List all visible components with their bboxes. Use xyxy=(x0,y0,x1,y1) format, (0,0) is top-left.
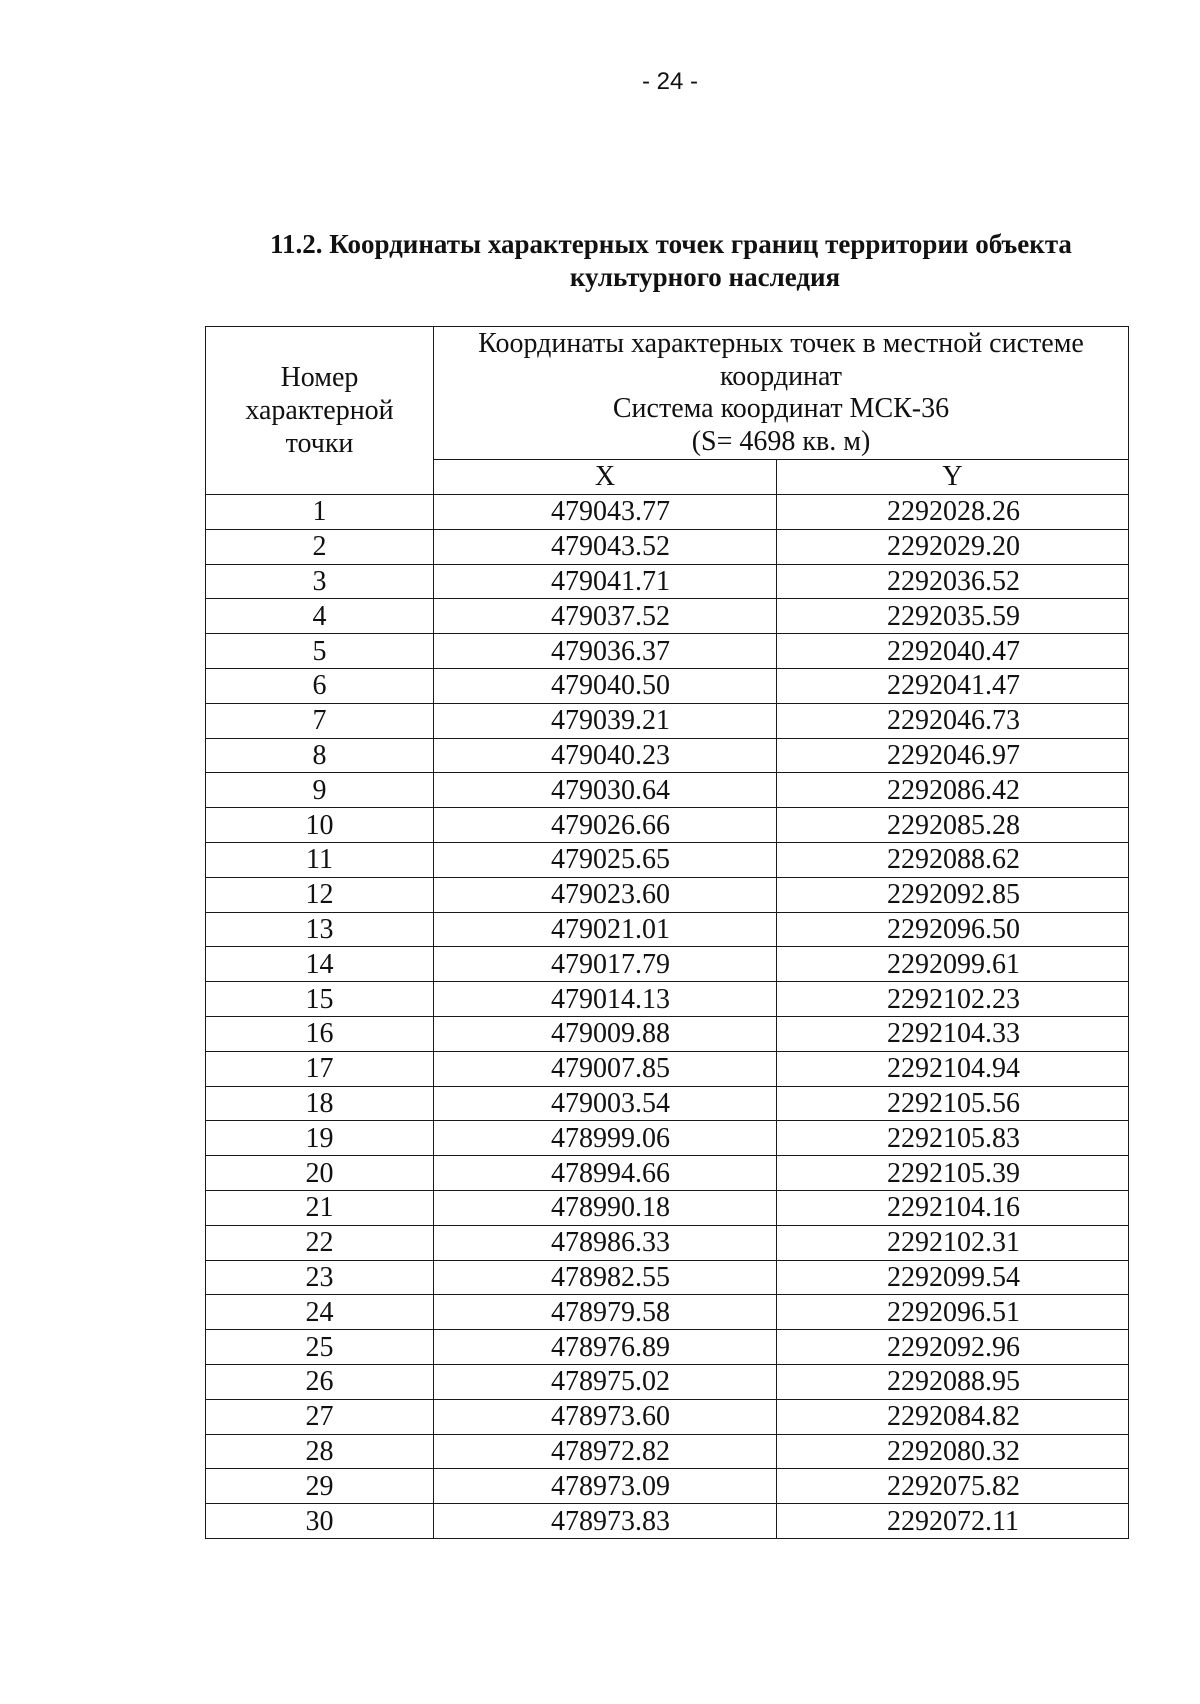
header-point-line: характерной xyxy=(245,395,394,426)
y-coordinate-cell: 2292099.54 xyxy=(777,1260,1129,1295)
point-number-cell: 24 xyxy=(206,1295,434,1330)
header-point-line: точки xyxy=(285,428,354,459)
y-coordinate-cell: 2292080.32 xyxy=(777,1434,1129,1469)
x-coordinate-cell: 478986.33 xyxy=(434,1225,777,1260)
table-row xyxy=(206,808,1129,843)
table-row xyxy=(206,1504,1129,1539)
table-row xyxy=(206,703,1129,738)
point-number-cell: 25 xyxy=(206,1330,434,1365)
x-coordinate-cell: 478979.58 xyxy=(434,1295,777,1330)
table-row xyxy=(206,599,1129,634)
point-number-cell: 14 xyxy=(206,947,434,982)
point-number-cell: 7 xyxy=(206,703,434,738)
y-coordinate-cell: 2292104.16 xyxy=(777,1190,1129,1225)
point-number-cell: 9 xyxy=(206,773,434,808)
point-number-cell: 1 xyxy=(206,495,434,530)
x-coordinate-cell: 478994.66 xyxy=(434,1156,777,1191)
table-row xyxy=(206,877,1129,912)
table-row xyxy=(206,634,1129,669)
x-coordinate-cell: 479043.52 xyxy=(434,529,777,564)
x-coordinate-cell: 478972.82 xyxy=(434,1434,777,1469)
table-row xyxy=(206,495,1129,530)
y-coordinate-cell: 2292085.28 xyxy=(777,808,1129,843)
x-coordinate-cell: 478973.60 xyxy=(434,1399,777,1434)
y-coordinate-cell: 2292104.94 xyxy=(777,1051,1129,1086)
point-number-cell: 19 xyxy=(206,1121,434,1156)
header-coords-line: Система координат МСК-36 xyxy=(612,393,950,424)
point-number-cell: 5 xyxy=(206,634,434,669)
table-row xyxy=(206,982,1129,1017)
table-row xyxy=(206,1121,1129,1156)
x-coordinate-cell: 479040.50 xyxy=(434,668,777,703)
x-coordinate-cell: 478999.06 xyxy=(434,1121,777,1156)
table-row xyxy=(206,1399,1129,1434)
header-y: Y xyxy=(777,460,1129,495)
table-row xyxy=(206,1330,1129,1365)
x-coordinate-cell: 479043.77 xyxy=(434,495,777,530)
point-number-cell: 26 xyxy=(206,1364,434,1399)
table-row xyxy=(206,1469,1129,1504)
header-coords-line: Координаты характерных точек в местной системе xyxy=(478,328,1084,359)
header-coords-line: координат xyxy=(720,360,842,392)
x-coordinate-cell: 479023.60 xyxy=(434,877,777,912)
table-row xyxy=(206,947,1129,982)
table-row xyxy=(206,1190,1129,1225)
section-title-line-1: 11.2. Координаты характерных точек границ территории объекта xyxy=(270,229,1072,259)
x-coordinate-cell: 478982.55 xyxy=(434,1260,777,1295)
x-coordinate-cell: 479007.85 xyxy=(434,1051,777,1086)
table-row xyxy=(206,1156,1129,1191)
table-row xyxy=(206,1086,1129,1121)
y-coordinate-cell: 2292040.47 xyxy=(777,634,1129,669)
point-number-cell: 28 xyxy=(206,1434,434,1469)
header-point-number xyxy=(206,327,434,495)
point-number-cell: 4 xyxy=(206,599,434,634)
table-row xyxy=(206,1295,1129,1330)
x-coordinate-cell: 479030.64 xyxy=(434,773,777,808)
y-coordinate-cell: 2292028.26 xyxy=(777,495,1129,530)
y-coordinate-cell: 2292046.73 xyxy=(777,703,1129,738)
point-number-cell: 17 xyxy=(206,1051,434,1086)
point-number-cell: 29 xyxy=(206,1469,434,1504)
y-coordinate-cell: 2292072.11 xyxy=(777,1504,1129,1539)
point-number-cell: 11 xyxy=(206,842,434,877)
y-coordinate-cell: 2292096.50 xyxy=(777,912,1129,947)
y-coordinate-cell: 2292092.96 xyxy=(777,1330,1129,1365)
point-number-cell: 3 xyxy=(206,564,434,599)
section-title-line-2: культурного наследия xyxy=(569,262,841,292)
x-coordinate-cell: 479026.66 xyxy=(434,808,777,843)
table-row xyxy=(206,842,1129,877)
y-coordinate-cell: 2292036.52 xyxy=(777,564,1129,599)
table-row xyxy=(206,564,1129,599)
x-coordinate-cell: 479041.71 xyxy=(434,564,777,599)
point-number-cell: 21 xyxy=(206,1190,434,1225)
table-row xyxy=(206,1260,1129,1295)
table-row xyxy=(206,738,1129,773)
table-row xyxy=(206,1434,1129,1469)
y-coordinate-cell: 2292088.62 xyxy=(777,842,1129,877)
point-number-cell: 13 xyxy=(206,912,434,947)
point-number-cell: 16 xyxy=(206,1016,434,1051)
y-coordinate-cell: 2292105.56 xyxy=(777,1086,1129,1121)
y-coordinate-cell: 2292041.47 xyxy=(777,668,1129,703)
point-number-cell: 20 xyxy=(206,1156,434,1191)
x-coordinate-cell: 479025.65 xyxy=(434,842,777,877)
table-row xyxy=(206,1225,1129,1260)
point-number-cell: 12 xyxy=(206,877,434,912)
x-coordinate-cell: 479021.01 xyxy=(434,912,777,947)
header-coordinates xyxy=(434,327,1129,460)
x-coordinate-cell: 479014.13 xyxy=(434,982,777,1017)
x-coordinate-cell: 479009.88 xyxy=(434,1016,777,1051)
point-number-cell: 23 xyxy=(206,1260,434,1295)
coordinates-table-body xyxy=(206,495,1129,1539)
y-coordinate-cell: 2292046.97 xyxy=(777,738,1129,773)
page-number: - 24 - xyxy=(641,68,698,95)
x-coordinate-cell: 478973.09 xyxy=(434,1469,777,1504)
y-coordinate-cell: 2292104.33 xyxy=(777,1016,1129,1051)
x-coordinate-cell: 478975.02 xyxy=(434,1364,777,1399)
x-coordinate-cell: 478973.83 xyxy=(434,1504,777,1539)
point-number-cell: 30 xyxy=(206,1504,434,1539)
header-point-line: Номер xyxy=(280,362,359,393)
y-coordinate-cell: 2292029.20 xyxy=(777,529,1129,564)
y-coordinate-cell: 2292102.31 xyxy=(777,1225,1129,1260)
point-number-cell: 15 xyxy=(206,982,434,1017)
y-coordinate-cell: 2292102.23 xyxy=(777,982,1129,1017)
y-coordinate-cell: 2292105.39 xyxy=(777,1156,1129,1191)
y-coordinate-cell: 2292096.51 xyxy=(777,1295,1129,1330)
y-coordinate-cell: 2292086.42 xyxy=(777,773,1129,808)
y-coordinate-cell: 2292035.59 xyxy=(777,599,1129,634)
point-number-cell: 8 xyxy=(206,738,434,773)
header-coords-line: (S= 4698 кв. м) xyxy=(691,425,871,457)
header-x: X xyxy=(434,460,777,495)
x-coordinate-cell: 478990.18 xyxy=(434,1190,777,1225)
point-number-cell: 18 xyxy=(206,1086,434,1121)
y-coordinate-cell: 2292084.82 xyxy=(777,1399,1129,1434)
table-row xyxy=(206,1364,1129,1399)
y-coordinate-cell: 2292088.95 xyxy=(777,1364,1129,1399)
point-number-cell: 10 xyxy=(206,808,434,843)
table-row xyxy=(206,529,1129,564)
table-row xyxy=(206,912,1129,947)
x-coordinate-cell: 479036.37 xyxy=(434,634,777,669)
point-number-cell: 2 xyxy=(206,529,434,564)
x-coordinate-cell: 479017.79 xyxy=(434,947,777,982)
coordinates-table xyxy=(205,326,1129,1539)
coordinates-table-header xyxy=(206,327,1129,495)
section-title xyxy=(270,228,1140,294)
y-coordinate-cell: 2292092.85 xyxy=(777,877,1129,912)
y-coordinate-cell: 2292075.82 xyxy=(777,1469,1129,1504)
y-coordinate-cell: 2292099.61 xyxy=(777,947,1129,982)
point-number-cell: 27 xyxy=(206,1399,434,1434)
point-number-cell: 22 xyxy=(206,1225,434,1260)
x-coordinate-cell: 479037.52 xyxy=(434,599,777,634)
table-row xyxy=(206,773,1129,808)
point-number-cell: 6 xyxy=(206,668,434,703)
table-row xyxy=(206,668,1129,703)
table-row xyxy=(206,1016,1129,1051)
x-coordinate-cell: 479003.54 xyxy=(434,1086,777,1121)
x-coordinate-cell: 479039.21 xyxy=(434,703,777,738)
x-coordinate-cell: 478976.89 xyxy=(434,1330,777,1365)
table-row xyxy=(206,1051,1129,1086)
y-coordinate-cell: 2292105.83 xyxy=(777,1121,1129,1156)
x-coordinate-cell: 479040.23 xyxy=(434,738,777,773)
